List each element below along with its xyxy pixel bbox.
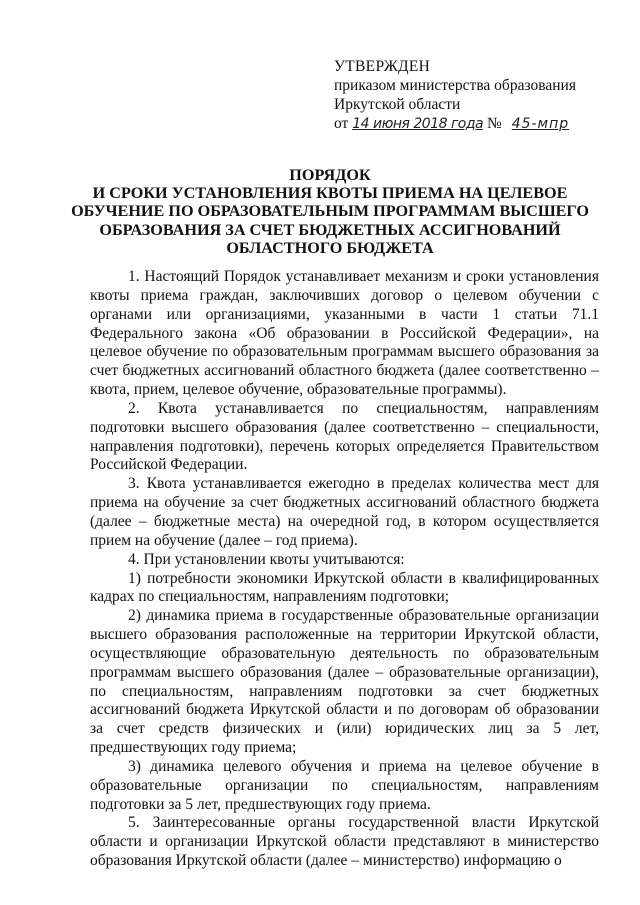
handwritten-number: 45-мпр — [511, 116, 570, 132]
heading-line-1: ПОРЯДОК — [289, 166, 371, 184]
paragraph-1: 1. Настоящий Порядок устанавливает механизм и сроки установления квоты приема граждан, заключивших договор о целевом обучении с органами или организациями, указанными в части 1 статьи 71.1 Федерального закона «Об образовании в Российской Федерации», на целевое обучение по образовательным программам высшего образования за счет бюджетных ассигнований областного бюджета (далее соответственно – квота, прием, целевое обучение, образовательные программы). — [90, 268, 599, 399]
paragraph-5: 5. Заинтересованные органы государственной власти Иркутской области и организации Иркутской области представляют в министерство образования Иркутской области (далее – министерство) информацию о — [90, 814, 599, 870]
heading-line-5: ОБЛАСТНОГО БЮДЖЕТА — [226, 238, 434, 257]
paragraph-4-item-1: 1) потребности экономики Иркутской области в квалифицированных кадрах по специальностям, направлениям подготовки; — [90, 569, 599, 606]
approval-block — [334, 57, 624, 134]
date-prefix: от — [334, 115, 349, 132]
document-body — [90, 268, 599, 871]
heading-line-3: ОБУЧЕНИЕ ПО ОБРАЗОВАТЕЛЬНЫМ ПРОГРАММАМ ВЫСШЕГО — [71, 202, 589, 221]
heading-line-4: ОБРАЗОВАНИЯ ЗА СЧЕТ БЮДЖЕТНЫХ АССИГНОВАНИЙ — [99, 220, 561, 239]
document-heading — [60, 166, 600, 257]
number-prefix: № — [487, 115, 502, 132]
paragraph-3: 3. Квота устанавливается ежегодно в пределах количества мест для приема на обучение за счет бюджетных ассигнований областного бюджета (далее – бюджетные места) на очередной год, в котором осуществляется прием на обучение (далее – год приема). — [90, 475, 599, 549]
handwritten-date: 14 июня 2018 года — [352, 116, 484, 132]
paragraph-4-item-3: 3) динамика целевого обучения и приема на целевое обучение в образовательные организации по специальностям, направлениям подготовки за 5 лет, предшествующих году приема. — [90, 757, 599, 813]
approval-line-order: приказом министерства образования — [334, 77, 576, 94]
paragraph-4-item-2: 2) динамика приема в государственные образовательные организации высшего образования расположенные на территории Иркутской области, осуществляющие образовательную деятельность по образовательным программам высшего образования (далее – образовательные организации), по специальностям, направлениям подготовки за счет бюджетных ассигнований бюджета Иркутской области и по договорам об образовании за счет средств физических и (или) юридических лиц за 5 лет, предшествующих году приема; — [90, 607, 599, 757]
approval-date-line — [334, 114, 624, 134]
heading-line-2: И СРОКИ УСТАНОВЛЕНИЯ КВОТЫ ПРИЕМА НА ЦЕЛЕВОЕ — [92, 184, 568, 203]
approval-title: УТВЕРЖДЕН — [334, 58, 431, 75]
paragraph-4: 4. При установлении квоты учитываются: — [128, 550, 405, 568]
paragraph-2: 2. Квота устанавливается по специальностям, направлениям подготовки высшего образования (далее соответственно – специальности, направления подготовки), перечень которых определяется Правительством Российской Федерации. — [90, 399, 599, 474]
approval-line-region: Иркутской области — [334, 96, 461, 113]
